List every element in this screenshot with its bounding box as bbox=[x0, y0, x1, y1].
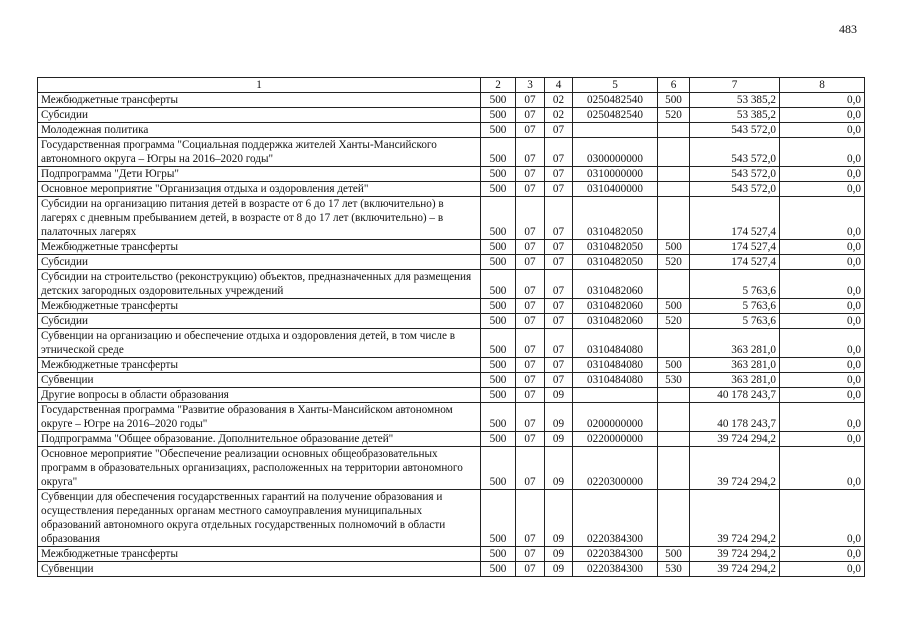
row-name-cell: Субсидии bbox=[38, 255, 481, 270]
expense-type-cell bbox=[658, 403, 690, 432]
table-row bbox=[38, 490, 865, 547]
table-row bbox=[38, 373, 865, 388]
target-article-cell: 0220384300 bbox=[573, 547, 658, 562]
table-row bbox=[38, 240, 865, 255]
section-code-cell: 07 bbox=[516, 93, 545, 108]
expense-type-cell: 500 bbox=[658, 93, 690, 108]
amount-cell: 5 763,6 bbox=[690, 270, 780, 299]
section-code-cell: 07 bbox=[516, 329, 545, 358]
amount-extra-cell: 0,0 bbox=[780, 490, 865, 547]
column-header: 8 bbox=[780, 78, 865, 93]
budget-table bbox=[37, 77, 865, 577]
amount-extra-cell: 0,0 bbox=[780, 123, 865, 138]
row-name-cell: Субвенции на организацию и обеспечение отдыха и оздоровления детей, в том числе в этнической среде bbox=[38, 329, 481, 358]
section-code-cell: 07 bbox=[516, 490, 545, 547]
expense-type-cell: 520 bbox=[658, 108, 690, 123]
section-code-cell: 07 bbox=[516, 547, 545, 562]
target-article-cell: 0310484080 bbox=[573, 358, 658, 373]
target-article-cell: 0220384300 bbox=[573, 490, 658, 547]
section-code-cell: 07 bbox=[516, 562, 545, 577]
amount-extra-cell: 0,0 bbox=[780, 329, 865, 358]
target-article-cell: 0300000000 bbox=[573, 138, 658, 167]
table-row bbox=[38, 547, 865, 562]
ministry-code-cell: 500 bbox=[481, 138, 516, 167]
section-code-cell: 07 bbox=[516, 299, 545, 314]
amount-extra-cell: 0,0 bbox=[780, 108, 865, 123]
amount-cell: 39 724 294,2 bbox=[690, 432, 780, 447]
ministry-code-cell: 500 bbox=[481, 447, 516, 490]
section-code-cell: 07 bbox=[516, 108, 545, 123]
amount-extra-cell: 0,0 bbox=[780, 432, 865, 447]
amount-cell: 40 178 243,7 bbox=[690, 388, 780, 403]
subsection-code-cell: 09 bbox=[545, 562, 573, 577]
table-row bbox=[38, 255, 865, 270]
target-article-cell: 0220384300 bbox=[573, 562, 658, 577]
expense-type-cell bbox=[658, 197, 690, 240]
target-article-cell: 0310484080 bbox=[573, 373, 658, 388]
amount-cell: 53 385,2 bbox=[690, 108, 780, 123]
table-row bbox=[38, 182, 865, 197]
section-code-cell: 07 bbox=[516, 270, 545, 299]
table-row bbox=[38, 314, 865, 329]
ministry-code-cell: 500 bbox=[481, 299, 516, 314]
ministry-code-cell: 500 bbox=[481, 197, 516, 240]
ministry-code-cell: 500 bbox=[481, 403, 516, 432]
amount-extra-cell: 0,0 bbox=[780, 93, 865, 108]
amount-cell: 363 281,0 bbox=[690, 373, 780, 388]
amount-cell: 39 724 294,2 bbox=[690, 447, 780, 490]
row-name-cell: Молодежная политика bbox=[38, 123, 481, 138]
subsection-code-cell: 07 bbox=[545, 167, 573, 182]
section-code-cell: 07 bbox=[516, 123, 545, 138]
amount-cell: 39 724 294,2 bbox=[690, 562, 780, 577]
target-article-cell: 0220000000 bbox=[573, 432, 658, 447]
subsection-code-cell: 07 bbox=[545, 299, 573, 314]
row-name-cell: Межбюджетные трансферты bbox=[38, 547, 481, 562]
ministry-code-cell: 500 bbox=[481, 108, 516, 123]
section-code-cell: 07 bbox=[516, 314, 545, 329]
subsection-code-cell: 07 bbox=[545, 255, 573, 270]
amount-extra-cell: 0,0 bbox=[780, 299, 865, 314]
row-name-cell: Подпрограмма "Общее образование. Дополнительное образование детей" bbox=[38, 432, 481, 447]
ministry-code-cell: 500 bbox=[481, 182, 516, 197]
subsection-code-cell: 07 bbox=[545, 182, 573, 197]
expense-type-cell bbox=[658, 167, 690, 182]
amount-cell: 174 527,4 bbox=[690, 197, 780, 240]
target-article-cell: 0310400000 bbox=[573, 182, 658, 197]
section-code-cell: 07 bbox=[516, 182, 545, 197]
table-row bbox=[38, 562, 865, 577]
ministry-code-cell: 500 bbox=[481, 373, 516, 388]
amount-extra-cell: 0,0 bbox=[780, 182, 865, 197]
table-row bbox=[38, 299, 865, 314]
row-name-cell: Субсидии bbox=[38, 108, 481, 123]
amount-extra-cell: 0,0 bbox=[780, 388, 865, 403]
ministry-code-cell: 500 bbox=[481, 270, 516, 299]
ministry-code-cell: 500 bbox=[481, 490, 516, 547]
row-name-cell: Субсидии на строительство (реконструкцию) объектов, предназначенных для размещения детских загородных оздоровительных учреждений bbox=[38, 270, 481, 299]
row-name-cell: Субвенции bbox=[38, 562, 481, 577]
row-name-cell: Основное мероприятие "Обеспечение реализации основных общеобразовательных программ в образовательных организациях, расположенных на территории автономного округа" bbox=[38, 447, 481, 490]
section-code-cell: 07 bbox=[516, 358, 545, 373]
section-code-cell: 07 bbox=[516, 388, 545, 403]
row-name-cell: Межбюджетные трансферты bbox=[38, 93, 481, 108]
amount-extra-cell: 0,0 bbox=[780, 547, 865, 562]
section-code-cell: 07 bbox=[516, 373, 545, 388]
target-article-cell bbox=[573, 388, 658, 403]
expense-type-cell: 500 bbox=[658, 240, 690, 255]
subsection-code-cell: 09 bbox=[545, 490, 573, 547]
ministry-code-cell: 500 bbox=[481, 123, 516, 138]
expense-type-cell bbox=[658, 388, 690, 403]
amount-cell: 5 763,6 bbox=[690, 299, 780, 314]
column-header: 5 bbox=[573, 78, 658, 93]
target-article-cell: 0310482060 bbox=[573, 314, 658, 329]
ministry-code-cell: 500 bbox=[481, 93, 516, 108]
row-name-cell: Подпрограмма "Дети Югры" bbox=[38, 167, 481, 182]
page-number: 483 bbox=[839, 22, 857, 36]
target-article-cell: 0310482050 bbox=[573, 197, 658, 240]
section-code-cell: 07 bbox=[516, 255, 545, 270]
row-name-cell: Субсидии на организацию питания детей в возрасте от 6 до 17 лет (включительно) в лагерях с дневным пребыванием детей, в возрасте от 8 до 17 лет (включительно) – в палаточных лагерях bbox=[38, 197, 481, 240]
table-row bbox=[38, 138, 865, 167]
target-article-cell: 0220300000 bbox=[573, 447, 658, 490]
subsection-code-cell: 07 bbox=[545, 270, 573, 299]
amount-extra-cell: 0,0 bbox=[780, 270, 865, 299]
subsection-code-cell: 07 bbox=[545, 358, 573, 373]
table-body bbox=[38, 93, 865, 577]
amount-extra-cell: 0,0 bbox=[780, 562, 865, 577]
section-code-cell: 07 bbox=[516, 403, 545, 432]
table-row bbox=[38, 197, 865, 240]
subsection-code-cell: 07 bbox=[545, 197, 573, 240]
table-row bbox=[38, 270, 865, 299]
target-article-cell: 0250482540 bbox=[573, 108, 658, 123]
target-article-cell: 0310484080 bbox=[573, 329, 658, 358]
amount-cell: 39 724 294,2 bbox=[690, 547, 780, 562]
amount-cell: 174 527,4 bbox=[690, 255, 780, 270]
amount-cell: 40 178 243,7 bbox=[690, 403, 780, 432]
subsection-code-cell: 07 bbox=[545, 240, 573, 255]
table-row bbox=[38, 167, 865, 182]
target-article-cell: 0310482050 bbox=[573, 240, 658, 255]
target-article-cell: 0310482060 bbox=[573, 299, 658, 314]
amount-extra-cell: 0,0 bbox=[780, 373, 865, 388]
row-name-cell: Другие вопросы в области образования bbox=[38, 388, 481, 403]
expense-type-cell: 500 bbox=[658, 358, 690, 373]
ministry-code-cell: 500 bbox=[481, 240, 516, 255]
ministry-code-cell: 500 bbox=[481, 547, 516, 562]
table-row bbox=[38, 123, 865, 138]
table-row bbox=[38, 432, 865, 447]
table-row bbox=[38, 388, 865, 403]
row-name-cell: Государственная программа "Развитие образования в Ханты-Мансийском автономном округе – Югре на 2016–2020 годы" bbox=[38, 403, 481, 432]
subsection-code-cell: 09 bbox=[545, 547, 573, 562]
target-article-cell: 0200000000 bbox=[573, 403, 658, 432]
ministry-code-cell: 500 bbox=[481, 562, 516, 577]
amount-extra-cell: 0,0 bbox=[780, 240, 865, 255]
amount-cell: 543 572,0 bbox=[690, 182, 780, 197]
table-row bbox=[38, 93, 865, 108]
section-code-cell: 07 bbox=[516, 197, 545, 240]
amount-extra-cell: 0,0 bbox=[780, 167, 865, 182]
column-header: 4 bbox=[545, 78, 573, 93]
ministry-code-cell: 500 bbox=[481, 432, 516, 447]
ministry-code-cell: 500 bbox=[481, 358, 516, 373]
expense-type-cell: 500 bbox=[658, 547, 690, 562]
subsection-code-cell: 07 bbox=[545, 138, 573, 167]
ministry-code-cell: 500 bbox=[481, 314, 516, 329]
subsection-code-cell: 09 bbox=[545, 447, 573, 490]
amount-extra-cell: 0,0 bbox=[780, 255, 865, 270]
subsection-code-cell: 02 bbox=[545, 93, 573, 108]
column-header: 6 bbox=[658, 78, 690, 93]
expense-type-cell bbox=[658, 123, 690, 138]
row-name-cell: Государственная программа "Социальная поддержка жителей Ханты-Мансийского автономного округа – Югры на 2016–2020 годы" bbox=[38, 138, 481, 167]
table-row bbox=[38, 403, 865, 432]
expense-type-cell: 530 bbox=[658, 373, 690, 388]
section-code-cell: 07 bbox=[516, 167, 545, 182]
ministry-code-cell: 500 bbox=[481, 255, 516, 270]
section-code-cell: 07 bbox=[516, 432, 545, 447]
row-name-cell: Межбюджетные трансферты bbox=[38, 240, 481, 255]
row-name-cell: Субсидии bbox=[38, 314, 481, 329]
subsection-code-cell: 09 bbox=[545, 403, 573, 432]
row-name-cell: Основное мероприятие "Организация отдыха и оздоровления детей" bbox=[38, 182, 481, 197]
table-header-row bbox=[38, 78, 865, 93]
expense-type-cell: 520 bbox=[658, 314, 690, 329]
section-code-cell: 07 bbox=[516, 138, 545, 167]
expense-type-cell: 500 bbox=[658, 299, 690, 314]
column-header: 2 bbox=[481, 78, 516, 93]
table-row bbox=[38, 447, 865, 490]
amount-extra-cell: 0,0 bbox=[780, 447, 865, 490]
expense-type-cell: 520 bbox=[658, 255, 690, 270]
amount-extra-cell: 0,0 bbox=[780, 358, 865, 373]
amount-extra-cell: 0,0 bbox=[780, 138, 865, 167]
expense-type-cell bbox=[658, 329, 690, 358]
amount-cell: 39 724 294,2 bbox=[690, 490, 780, 547]
amount-cell: 174 527,4 bbox=[690, 240, 780, 255]
amount-cell: 53 385,2 bbox=[690, 93, 780, 108]
table-row bbox=[38, 329, 865, 358]
row-name-cell: Субвенции bbox=[38, 373, 481, 388]
column-header: 3 bbox=[516, 78, 545, 93]
amount-cell: 543 572,0 bbox=[690, 138, 780, 167]
subsection-code-cell: 07 bbox=[545, 329, 573, 358]
expense-type-cell bbox=[658, 270, 690, 299]
expense-type-cell: 530 bbox=[658, 562, 690, 577]
row-name-cell: Межбюджетные трансферты bbox=[38, 358, 481, 373]
ministry-code-cell: 500 bbox=[481, 329, 516, 358]
ministry-code-cell: 500 bbox=[481, 388, 516, 403]
ministry-code-cell: 500 bbox=[481, 167, 516, 182]
subsection-code-cell: 02 bbox=[545, 108, 573, 123]
amount-cell: 5 763,6 bbox=[690, 314, 780, 329]
amount-cell: 363 281,0 bbox=[690, 329, 780, 358]
expense-type-cell bbox=[658, 432, 690, 447]
expense-type-cell bbox=[658, 490, 690, 547]
row-name-cell: Субвенции для обеспечения государственных гарантий на получение образования и осуществления переданных органам местного самоуправления муниципальных образований автономного округа отдельных государственных полномочий в области образования bbox=[38, 490, 481, 547]
column-header: 1 bbox=[38, 78, 481, 93]
amount-extra-cell: 0,0 bbox=[780, 314, 865, 329]
amount-extra-cell: 0,0 bbox=[780, 197, 865, 240]
table-row bbox=[38, 108, 865, 123]
section-code-cell: 07 bbox=[516, 447, 545, 490]
subsection-code-cell: 07 bbox=[545, 314, 573, 329]
column-header: 7 bbox=[690, 78, 780, 93]
target-article-cell: 0310482050 bbox=[573, 255, 658, 270]
amount-cell: 363 281,0 bbox=[690, 358, 780, 373]
expense-type-cell bbox=[658, 138, 690, 167]
target-article-cell: 0250482540 bbox=[573, 93, 658, 108]
subsection-code-cell: 07 bbox=[545, 123, 573, 138]
target-article-cell: 0310000000 bbox=[573, 167, 658, 182]
target-article-cell: 0310482060 bbox=[573, 270, 658, 299]
expense-type-cell bbox=[658, 182, 690, 197]
target-article-cell bbox=[573, 123, 658, 138]
section-code-cell: 07 bbox=[516, 240, 545, 255]
amount-extra-cell: 0,0 bbox=[780, 403, 865, 432]
subsection-code-cell: 09 bbox=[545, 432, 573, 447]
amount-cell: 543 572,0 bbox=[690, 167, 780, 182]
row-name-cell: Межбюджетные трансферты bbox=[38, 299, 481, 314]
subsection-code-cell: 07 bbox=[545, 373, 573, 388]
amount-cell: 543 572,0 bbox=[690, 123, 780, 138]
subsection-code-cell: 09 bbox=[545, 388, 573, 403]
table-row bbox=[38, 358, 865, 373]
expense-type-cell bbox=[658, 447, 690, 490]
